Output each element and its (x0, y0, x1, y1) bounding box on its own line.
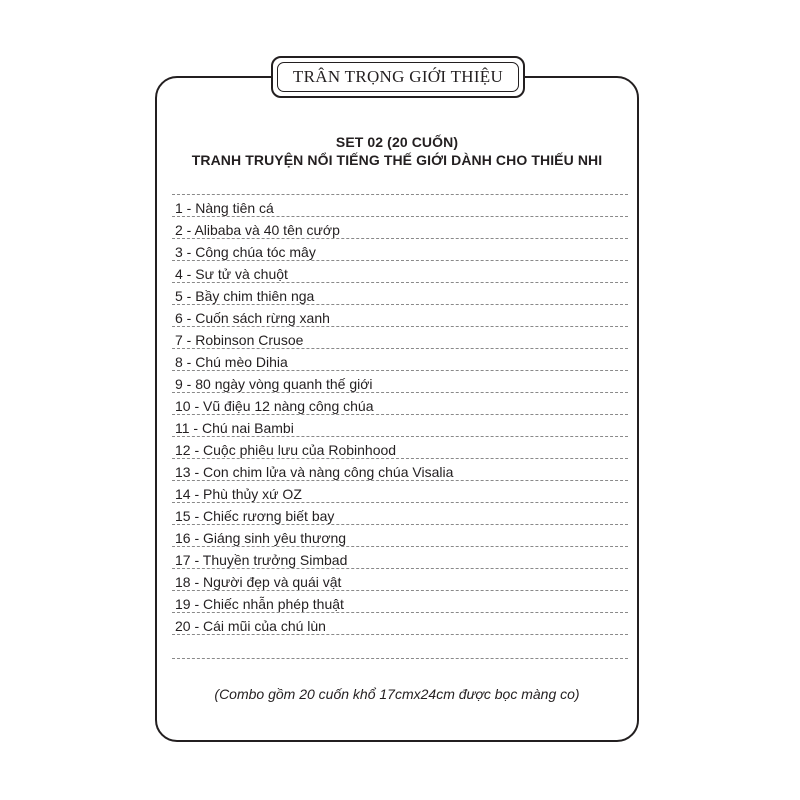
badge-title: TRÂN TRỌNG GIỚI THIỆU (292, 67, 504, 86)
title-badge (271, 56, 525, 98)
list-item: 4 - Sư tử và chuột (172, 261, 628, 283)
list-item: 2 - Alibaba và 40 tên cướp (172, 217, 628, 239)
list-item: 1 - Nàng tiên cá (172, 195, 628, 217)
combo-note: (Combo gồm 20 cuốn khổ 17cmx24cm được bọc màng co) (214, 686, 580, 702)
list-item: 3 - Công chúa tóc mây (172, 239, 628, 261)
list-item: 6 - Cuốn sách rừng xanh (172, 305, 628, 327)
list-item: 20 - Cái mũi của chú lùn (172, 613, 628, 635)
divider (172, 658, 628, 659)
list-item: 9 - 80 ngày vòng quanh thế giới (172, 371, 628, 393)
list-item: 8 - Chú mèo Dihia (172, 349, 628, 371)
set-heading: SET 02 (20 CUỐN) (335, 134, 459, 150)
list-item: 17 - Thuyền trưởng Simbad (172, 547, 628, 569)
book-list (172, 194, 628, 635)
list-item: 14 - Phù thủy xứ OZ (172, 481, 628, 503)
list-item: 18 - Người đẹp và quái vật (172, 569, 628, 591)
list-item: 12 - Cuộc phiêu lưu của Robinhood (172, 437, 628, 459)
list-item: 16 - Giáng sinh yêu thương (172, 525, 628, 547)
list-item: 10 - Vũ điệu 12 nàng công chúa (172, 393, 628, 415)
list-item: 19 - Chiếc nhẫn phép thuật (172, 591, 628, 613)
list-item: 13 - Con chim lửa và nàng công chúa Visalia (172, 459, 628, 481)
series-heading: TRANH TRUYỆN NỔI TIẾNG THẾ GIỚI DÀNH CHO THIẾU NHI (191, 152, 603, 168)
list-item: 7 - Robinson Crusoe (172, 327, 628, 349)
list-item: 15 - Chiếc rương biết bay (172, 503, 628, 525)
list-item: 5 - Bầy chim thiên nga (172, 283, 628, 305)
list-item: 11 - Chú nai Bambi (172, 415, 628, 437)
